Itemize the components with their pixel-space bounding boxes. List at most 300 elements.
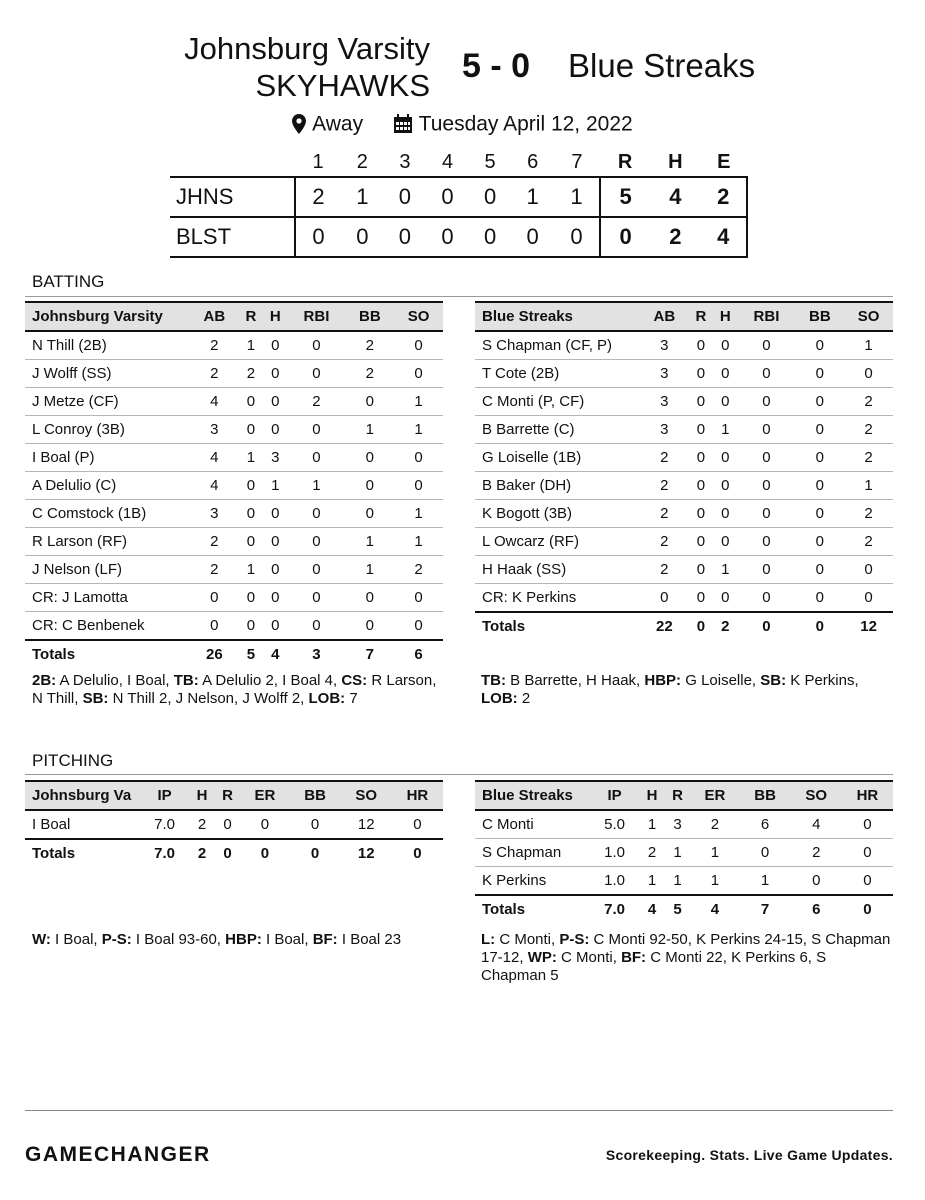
stat-cell: 0 bbox=[394, 444, 443, 472]
player-name: CR: K Perkins bbox=[475, 584, 640, 613]
note-value: C Monti 92-50, K Perkins 24-15, S Chapman 17-12, bbox=[481, 931, 891, 966]
calendar-icon bbox=[393, 114, 413, 134]
total-cell: 2 bbox=[189, 839, 215, 867]
total-runs: 0 bbox=[600, 217, 650, 257]
table-header bbox=[25, 781, 443, 810]
total-cell: 6 bbox=[394, 640, 443, 668]
stat-cell: 2 bbox=[394, 556, 443, 584]
table-row bbox=[25, 810, 443, 839]
stat-cell: 3 bbox=[190, 500, 239, 528]
stat-cell: 4 bbox=[791, 810, 842, 839]
table-row bbox=[475, 331, 893, 360]
table-row bbox=[25, 584, 443, 612]
total-cell: 7.0 bbox=[590, 895, 639, 923]
note-key: LOB: bbox=[308, 690, 346, 707]
footer-tagline: Scorekeeping. Stats. Live Game Updates. bbox=[605, 1147, 893, 1163]
player-name: N Thill (2B) bbox=[25, 331, 190, 360]
stat-cell: 1 bbox=[394, 528, 443, 556]
stat-cell: 1 bbox=[239, 556, 263, 584]
linescore-row bbox=[170, 217, 747, 257]
table-row bbox=[25, 472, 443, 500]
stat-cell: 0 bbox=[287, 331, 345, 360]
column-header: R bbox=[689, 302, 713, 331]
inning-runs: 0 bbox=[511, 217, 554, 257]
column-header: H bbox=[189, 781, 215, 810]
stat-cell: 2 bbox=[190, 331, 239, 360]
stat-cell: 0 bbox=[737, 472, 795, 500]
note-value: B Barrette, H Haak, bbox=[506, 672, 645, 689]
player-name: R Larson (RF) bbox=[25, 528, 190, 556]
stat-cell: 0 bbox=[689, 556, 713, 584]
table-row bbox=[475, 867, 893, 896]
pitching-table-away bbox=[475, 780, 893, 923]
stat-cell: 3 bbox=[190, 416, 239, 444]
player-name: B Baker (DH) bbox=[475, 472, 640, 500]
note-value: K Perkins, bbox=[786, 672, 859, 689]
inning-header: 2 bbox=[356, 150, 368, 173]
table-row bbox=[475, 500, 893, 528]
inning-runs: 1 bbox=[554, 177, 600, 217]
stat-cell: 0 bbox=[346, 584, 395, 612]
total-cell: 5 bbox=[665, 895, 691, 923]
note-value: R Larson, N Thill, bbox=[32, 672, 437, 707]
stat-cell: 2 bbox=[640, 500, 689, 528]
stat-cell: 0 bbox=[290, 810, 341, 839]
stat-cell: 0 bbox=[263, 331, 287, 360]
total-cell: 7.0 bbox=[140, 839, 189, 867]
stat-cell: 0 bbox=[346, 388, 395, 416]
player-name: J Metze (CF) bbox=[25, 388, 190, 416]
stat-cell: 1 bbox=[263, 472, 287, 500]
stat-cell: 2 bbox=[844, 500, 893, 528]
column-header: BB bbox=[290, 781, 341, 810]
column-header: BB bbox=[740, 781, 791, 810]
note-value: A Delulio 2, I Boal 4, bbox=[198, 672, 342, 689]
total-cell: 4 bbox=[690, 895, 739, 923]
stat-cell: 0 bbox=[287, 584, 345, 612]
note-value: I Boal, bbox=[50, 931, 102, 948]
table-row bbox=[475, 360, 893, 388]
stat-cell: 0 bbox=[287, 416, 345, 444]
stat-cell: 2 bbox=[844, 528, 893, 556]
total-cell: 4 bbox=[263, 640, 287, 668]
section-divider bbox=[25, 296, 893, 297]
stat-cell: 0 bbox=[713, 528, 737, 556]
stat-cell: 0 bbox=[689, 444, 713, 472]
column-header: SO bbox=[844, 302, 893, 331]
player-name: J Wolff (SS) bbox=[25, 360, 190, 388]
note-key: P-S: bbox=[101, 931, 132, 948]
stat-cell: 0 bbox=[640, 584, 689, 613]
player-name: I Boal (P) bbox=[25, 444, 190, 472]
stat-cell: 0 bbox=[737, 584, 795, 613]
note-key: 2B: bbox=[32, 672, 57, 689]
stat-cell: 0 bbox=[737, 416, 795, 444]
totals-label: Totals bbox=[475, 895, 590, 923]
stat-cell: 0 bbox=[394, 472, 443, 500]
table-row bbox=[475, 472, 893, 500]
pitching-section-title: PITCHING bbox=[32, 751, 114, 770]
stat-cell: 2 bbox=[640, 472, 689, 500]
table-header bbox=[475, 781, 893, 810]
stat-cell: 0 bbox=[346, 472, 395, 500]
column-header: R bbox=[239, 302, 263, 331]
table-row bbox=[475, 528, 893, 556]
inning-runs: 0 bbox=[426, 177, 469, 217]
table-row bbox=[475, 839, 893, 867]
column-header: SO bbox=[341, 781, 392, 810]
total-cell: 12 bbox=[844, 612, 893, 640]
stat-cell: 1 bbox=[740, 867, 791, 896]
stat-cell: 0 bbox=[842, 810, 893, 839]
stat-cell: 0 bbox=[796, 416, 845, 444]
player-name: J Nelson (LF) bbox=[25, 556, 190, 584]
note-value: A Delulio, I Boal, bbox=[56, 672, 174, 689]
away-team-name: Blue Streaks bbox=[568, 47, 756, 84]
stat-cell: 3 bbox=[665, 810, 691, 839]
table-header bbox=[25, 302, 443, 331]
stat-cell: 0 bbox=[737, 388, 795, 416]
total-cell: 6 bbox=[791, 895, 842, 923]
home-team-name bbox=[0, 30, 430, 104]
stat-cell: 1 bbox=[690, 867, 739, 896]
total-cell: 7 bbox=[740, 895, 791, 923]
total-errors: 4 bbox=[701, 217, 747, 257]
stat-cell: 0 bbox=[844, 584, 893, 613]
stat-cell: 1.0 bbox=[590, 867, 639, 896]
inning-runs: 0 bbox=[384, 177, 427, 217]
stat-cell: 1.0 bbox=[590, 839, 639, 867]
player-name: C Monti (P, CF) bbox=[475, 388, 640, 416]
totals-label: Totals bbox=[25, 640, 190, 668]
player-name: C Comstock (1B) bbox=[25, 500, 190, 528]
stat-cell: 0 bbox=[796, 528, 845, 556]
stat-cell: 5.0 bbox=[590, 810, 639, 839]
note-key: P-S: bbox=[559, 931, 590, 948]
stat-cell: 1 bbox=[639, 810, 665, 839]
note-key: WP: bbox=[527, 949, 557, 966]
stat-cell: 0 bbox=[737, 444, 795, 472]
table-row bbox=[475, 810, 893, 839]
batting-table-home bbox=[25, 301, 443, 668]
stat-cell: 0 bbox=[689, 416, 713, 444]
stat-cell: 0 bbox=[190, 584, 239, 612]
stat-cell: 0 bbox=[713, 360, 737, 388]
column-header: IP bbox=[140, 781, 189, 810]
batting-notes-away bbox=[481, 672, 891, 708]
stat-cell: 0 bbox=[713, 500, 737, 528]
stat-cell: 1 bbox=[239, 444, 263, 472]
column-header: H bbox=[713, 302, 737, 331]
stat-cell: 0 bbox=[263, 388, 287, 416]
note-key: TB: bbox=[481, 672, 506, 689]
inning-runs: 1 bbox=[341, 177, 384, 217]
stat-cell: 0 bbox=[689, 388, 713, 416]
column-header: SO bbox=[394, 302, 443, 331]
footer-divider bbox=[25, 1110, 893, 1111]
team-column-header: Blue Streaks bbox=[475, 781, 590, 810]
note-key: HBP: bbox=[644, 672, 682, 689]
note-value: I Boal 23 bbox=[337, 931, 402, 948]
note-key: L: bbox=[481, 931, 496, 948]
inning-runs: 0 bbox=[426, 217, 469, 257]
stat-cell: 0 bbox=[215, 810, 241, 839]
stat-cell: 1 bbox=[239, 331, 263, 360]
stat-cell: 0 bbox=[190, 612, 239, 641]
stat-cell: 12 bbox=[341, 810, 392, 839]
stat-cell: 2 bbox=[844, 416, 893, 444]
stat-cell: 1 bbox=[394, 416, 443, 444]
stat-cell: 0 bbox=[263, 500, 287, 528]
stat-cell: 0 bbox=[263, 416, 287, 444]
total-cell: 12 bbox=[341, 839, 392, 867]
inning-header: 7 bbox=[571, 150, 583, 173]
total-cell: 5 bbox=[239, 640, 263, 668]
stat-cell: 0 bbox=[740, 839, 791, 867]
note-key: SB: bbox=[82, 690, 109, 707]
stat-cell: 2 bbox=[190, 528, 239, 556]
stat-cell: 3 bbox=[640, 360, 689, 388]
stat-cell: 0 bbox=[689, 584, 713, 613]
player-name: S Chapman bbox=[475, 839, 590, 867]
total-cell: 0 bbox=[392, 839, 443, 867]
column-header: ER bbox=[240, 781, 289, 810]
player-name: B Barrette (C) bbox=[475, 416, 640, 444]
note-value: N Thill 2, J Nelson, J Wolff 2, bbox=[108, 690, 309, 707]
note-key: TB: bbox=[173, 672, 199, 689]
stat-cell: 3 bbox=[263, 444, 287, 472]
stat-cell: 0 bbox=[689, 331, 713, 360]
player-name: A Delulio (C) bbox=[25, 472, 190, 500]
note-value: I Boal 93-60, bbox=[131, 931, 226, 948]
stat-cell: 1 bbox=[394, 388, 443, 416]
stat-cell: 0 bbox=[713, 331, 737, 360]
player-name: C Monti bbox=[475, 810, 590, 839]
stat-cell: 4 bbox=[190, 444, 239, 472]
inning-runs: 0 bbox=[469, 177, 512, 217]
note-key: HBP: bbox=[225, 931, 262, 948]
linescore-header bbox=[170, 148, 747, 177]
stat-cell: 2 bbox=[287, 388, 345, 416]
total-cell: 0 bbox=[290, 839, 341, 867]
column-header: AB bbox=[640, 302, 689, 331]
stat-cell: 0 bbox=[796, 472, 845, 500]
pitching-notes-home bbox=[32, 931, 442, 949]
column-header: R bbox=[665, 781, 691, 810]
stat-cell: 0 bbox=[737, 528, 795, 556]
note-value: 7 bbox=[345, 690, 358, 707]
total-cell: 7 bbox=[346, 640, 395, 668]
table-row bbox=[25, 528, 443, 556]
inning-header: 5 bbox=[484, 150, 496, 173]
note-value: I Boal, bbox=[261, 931, 313, 948]
stat-cell: 0 bbox=[346, 444, 395, 472]
stat-cell: 0 bbox=[844, 360, 893, 388]
stat-cell: 1 bbox=[287, 472, 345, 500]
player-name: L Conroy (3B) bbox=[25, 416, 190, 444]
stat-cell: 0 bbox=[713, 584, 737, 613]
stat-cell: 1 bbox=[346, 416, 395, 444]
stat-cell: 3 bbox=[640, 388, 689, 416]
note-key: BF: bbox=[312, 931, 338, 948]
stat-cell: 1 bbox=[346, 556, 395, 584]
final-score: 5 - 0 bbox=[462, 47, 531, 85]
stat-cell: 0 bbox=[394, 612, 443, 641]
inning-runs: 0 bbox=[554, 217, 600, 257]
inning-header: 3 bbox=[399, 150, 411, 173]
note-value: C Monti, bbox=[495, 931, 560, 948]
errors-header: E bbox=[717, 150, 731, 173]
team-column-header: Johnsburg Va bbox=[25, 781, 140, 810]
player-name: G Loiselle (1B) bbox=[475, 444, 640, 472]
total-cell: 4 bbox=[639, 895, 665, 923]
stat-cell: 0 bbox=[239, 472, 263, 500]
note-value: C Monti 22, K Perkins 6, S Chapman 5 bbox=[481, 949, 827, 984]
total-cell: 26 bbox=[190, 640, 239, 668]
stat-cell: 0 bbox=[394, 331, 443, 360]
table-row bbox=[25, 416, 443, 444]
total-cell: 0 bbox=[215, 839, 241, 867]
stat-cell: 0 bbox=[796, 444, 845, 472]
column-header: AB bbox=[190, 302, 239, 331]
column-header: ER bbox=[690, 781, 739, 810]
stat-cell: 0 bbox=[239, 584, 263, 612]
stat-cell: 2 bbox=[189, 810, 215, 839]
column-header: R bbox=[215, 781, 241, 810]
stat-cell: 0 bbox=[287, 528, 345, 556]
player-name: L Owcarz (RF) bbox=[475, 528, 640, 556]
stat-cell: 1 bbox=[665, 867, 691, 896]
column-header: SO bbox=[791, 781, 842, 810]
location-label: Away bbox=[312, 112, 364, 136]
linescore-team: JHNS bbox=[170, 177, 295, 217]
stat-cell: 0 bbox=[689, 528, 713, 556]
player-name: S Chapman (CF, P) bbox=[475, 331, 640, 360]
stat-cell: 4 bbox=[190, 388, 239, 416]
stat-cell: 0 bbox=[392, 810, 443, 839]
table-row bbox=[25, 500, 443, 528]
column-header: HR bbox=[842, 781, 893, 810]
linescore-team: BLST bbox=[170, 217, 295, 257]
stat-cell: 0 bbox=[287, 612, 345, 641]
inning-runs: 2 bbox=[295, 177, 341, 217]
stat-cell: 1 bbox=[690, 839, 739, 867]
team-column-header: Blue Streaks bbox=[475, 302, 640, 331]
total-runs: 5 bbox=[600, 177, 650, 217]
stat-cell: 2 bbox=[190, 556, 239, 584]
stat-cell: 0 bbox=[791, 867, 842, 896]
totals-row bbox=[25, 640, 443, 668]
note-value: 2 bbox=[517, 690, 531, 707]
stat-cell: 2 bbox=[239, 360, 263, 388]
table-row bbox=[475, 388, 893, 416]
total-cell: 2 bbox=[713, 612, 737, 640]
total-cell: 3 bbox=[287, 640, 345, 668]
stat-cell: 2 bbox=[791, 839, 842, 867]
linescore-row bbox=[170, 177, 747, 217]
note-value: G Loiselle, bbox=[681, 672, 761, 689]
stat-cell: 1 bbox=[844, 472, 893, 500]
pitching-table-home bbox=[25, 780, 443, 867]
stat-cell: 0 bbox=[239, 500, 263, 528]
player-name: CR: C Benbenek bbox=[25, 612, 190, 641]
total-cell: 0 bbox=[737, 612, 795, 640]
stat-cell: 1 bbox=[639, 867, 665, 896]
pitching-notes-away bbox=[481, 931, 893, 985]
stat-cell: 0 bbox=[713, 388, 737, 416]
batting-section-title: BATTING bbox=[32, 272, 105, 291]
stat-cell: 0 bbox=[287, 360, 345, 388]
stat-cell: 1 bbox=[346, 528, 395, 556]
stat-cell: 0 bbox=[263, 584, 287, 612]
stat-cell: 0 bbox=[394, 584, 443, 612]
player-name: K Perkins bbox=[475, 867, 590, 896]
stat-cell: 0 bbox=[689, 360, 713, 388]
player-name: K Bogott (3B) bbox=[475, 500, 640, 528]
home-team-line2: SKYHAWKS bbox=[255, 68, 430, 103]
stat-cell: 2 bbox=[844, 388, 893, 416]
stat-cell: 0 bbox=[239, 528, 263, 556]
column-header: H bbox=[639, 781, 665, 810]
batting-notes-home bbox=[32, 672, 442, 708]
stat-cell: 0 bbox=[842, 839, 893, 867]
stat-cell: 6 bbox=[740, 810, 791, 839]
stat-cell: 3 bbox=[640, 416, 689, 444]
table-row bbox=[475, 416, 893, 444]
inning-runs: 0 bbox=[469, 217, 512, 257]
map-pin-icon bbox=[292, 114, 306, 134]
section-divider bbox=[25, 774, 893, 775]
stat-cell: 0 bbox=[346, 612, 395, 641]
column-header: H bbox=[263, 302, 287, 331]
total-hits: 4 bbox=[650, 177, 700, 217]
stat-cell: 2 bbox=[640, 556, 689, 584]
stat-cell: 2 bbox=[346, 360, 395, 388]
stat-cell: 1 bbox=[665, 839, 691, 867]
total-cell: 0 bbox=[240, 839, 289, 867]
stat-cell: 0 bbox=[287, 444, 345, 472]
stat-cell: 0 bbox=[713, 472, 737, 500]
table-row bbox=[25, 556, 443, 584]
stat-cell: 0 bbox=[844, 556, 893, 584]
stat-cell: 0 bbox=[689, 472, 713, 500]
stat-cell: 0 bbox=[796, 556, 845, 584]
linescore-table bbox=[170, 148, 748, 258]
stat-cell: 1 bbox=[713, 416, 737, 444]
stat-cell: 0 bbox=[737, 556, 795, 584]
stat-cell: 2 bbox=[190, 360, 239, 388]
stat-cell: 0 bbox=[796, 388, 845, 416]
stat-cell: 7.0 bbox=[140, 810, 189, 839]
table-row bbox=[25, 612, 443, 641]
team-column-header: Johnsburg Varsity bbox=[25, 302, 190, 331]
player-name: T Cote (2B) bbox=[475, 360, 640, 388]
stat-cell: 0 bbox=[287, 500, 345, 528]
column-header: BB bbox=[796, 302, 845, 331]
inning-header: 4 bbox=[441, 150, 454, 173]
inning-runs: 0 bbox=[341, 217, 384, 257]
stat-cell: 0 bbox=[737, 331, 795, 360]
stat-cell: 0 bbox=[737, 500, 795, 528]
player-name: I Boal bbox=[25, 810, 140, 839]
gamechanger-logo: GAMECHANGER bbox=[25, 1143, 211, 1166]
column-header: BB bbox=[346, 302, 395, 331]
stat-cell: 0 bbox=[287, 556, 345, 584]
home-team-line1: Johnsburg Varsity bbox=[184, 31, 430, 66]
column-header: IP bbox=[590, 781, 639, 810]
total-cell: 0 bbox=[689, 612, 713, 640]
column-header: HR bbox=[392, 781, 443, 810]
